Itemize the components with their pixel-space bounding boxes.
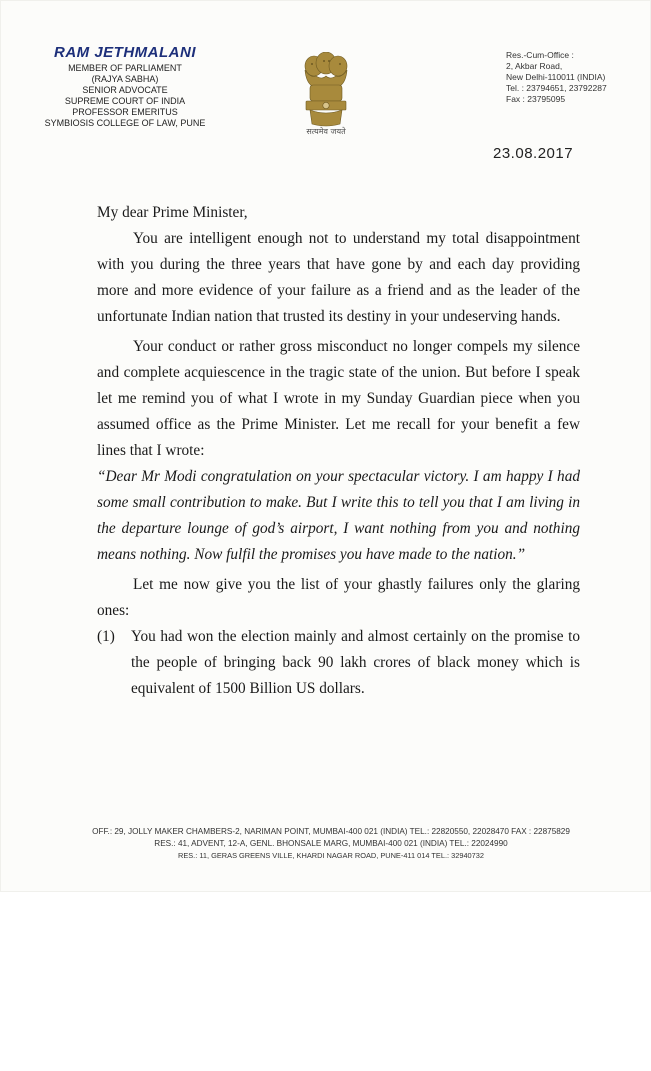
numbered-point	[97, 624, 580, 702]
residence-address	[506, 50, 636, 105]
sender-title: PROFESSOR EMERITUS	[72, 107, 178, 117]
sender-title: (RAJYA SABHA)	[91, 74, 159, 84]
sender-name: RAM JETHMALANI	[54, 44, 196, 61]
footer-residence-line: RES.: 41, ADVENT, 12-A, GENL. BHONSALE MARG, MUMBAI-400 021 (INDIA) TEL.: 22024990	[154, 839, 508, 848]
emblem-motto: सत्यमेव जयते	[306, 127, 346, 136]
address-line: Fax : 23795095	[506, 94, 566, 104]
footer-residence-line: RES.: 11, GERAS GREENS VILLE, KHARDI NAGAR ROAD, PUNE-411 014 TEL.: 32940732	[177, 851, 485, 860]
address-line: Res.-Cum-Office :	[506, 50, 574, 60]
footer-office-line: OFF.: 29, JOLLY MAKER CHAMBERS-2, NARIMAN POINT, MUMBAI-400 021 (INDIA) TEL.: 22820550, 22028470 FAX : 22875829	[92, 827, 570, 836]
address-line: New Delhi-110011 (INDIA)	[506, 72, 606, 82]
quotation: “Dear Mr Modi congratulation on your spectacular victory. I am happy I had some small contribution to make. But I write this to tell you that I am living in the departure lounge of god’s airport, I want nothing from you and nothing means nothing. Now fulfil the promises you have made to the nation.”	[97, 468, 580, 563]
paragraph: You are intelligent enough not to understand my total disappointment with you during the three years that have gone by and each day providing more and more evidence of your failure as a friend and as the leader of the unfortunate Indian nation that trusted its destiny in your undeserving hands.	[97, 230, 580, 325]
sender-title: MEMBER OF PARLIAMENT	[68, 63, 182, 73]
address-line: Tel. : 23794651, 23792287	[506, 83, 607, 93]
letter-body	[97, 200, 580, 702]
point-text: You had won the election mainly and almost certainly on the promise to the people of bringing back 90 lakh crores of black money which is equivalent of 1500 Billion US dollars.	[131, 628, 580, 697]
salutation: My dear Prime Minister,	[97, 204, 248, 221]
sender-title: SYMBIOSIS COLLEGE OF LAW, PUNE	[44, 118, 206, 128]
letter-date: 23.08.2017	[493, 145, 574, 162]
paragraph: Your conduct or rather gross misconduct no longer compels my silence and complete acquiescence in the tragic state of the union. But before I speak let me remind you of what I wrote in my Sunday Guardian piece when you assumed office as the Prime Minister. Let me recall for your benefit a few lines that I wrote:	[97, 338, 580, 459]
sender-title: SUPREME COURT OF INDIA	[64, 96, 186, 106]
sender-title: SENIOR ADVOCATE	[82, 85, 168, 95]
point-number: (1)	[97, 628, 115, 645]
paragraph: Let me now give you the list of your ghastly failures only the glaring ones:	[97, 576, 580, 619]
national-emblem-icon	[296, 52, 356, 136]
letterhead-footer	[66, 826, 596, 862]
letterhead-sender	[30, 44, 220, 129]
address-line: 2, Akbar Road,	[506, 61, 563, 71]
